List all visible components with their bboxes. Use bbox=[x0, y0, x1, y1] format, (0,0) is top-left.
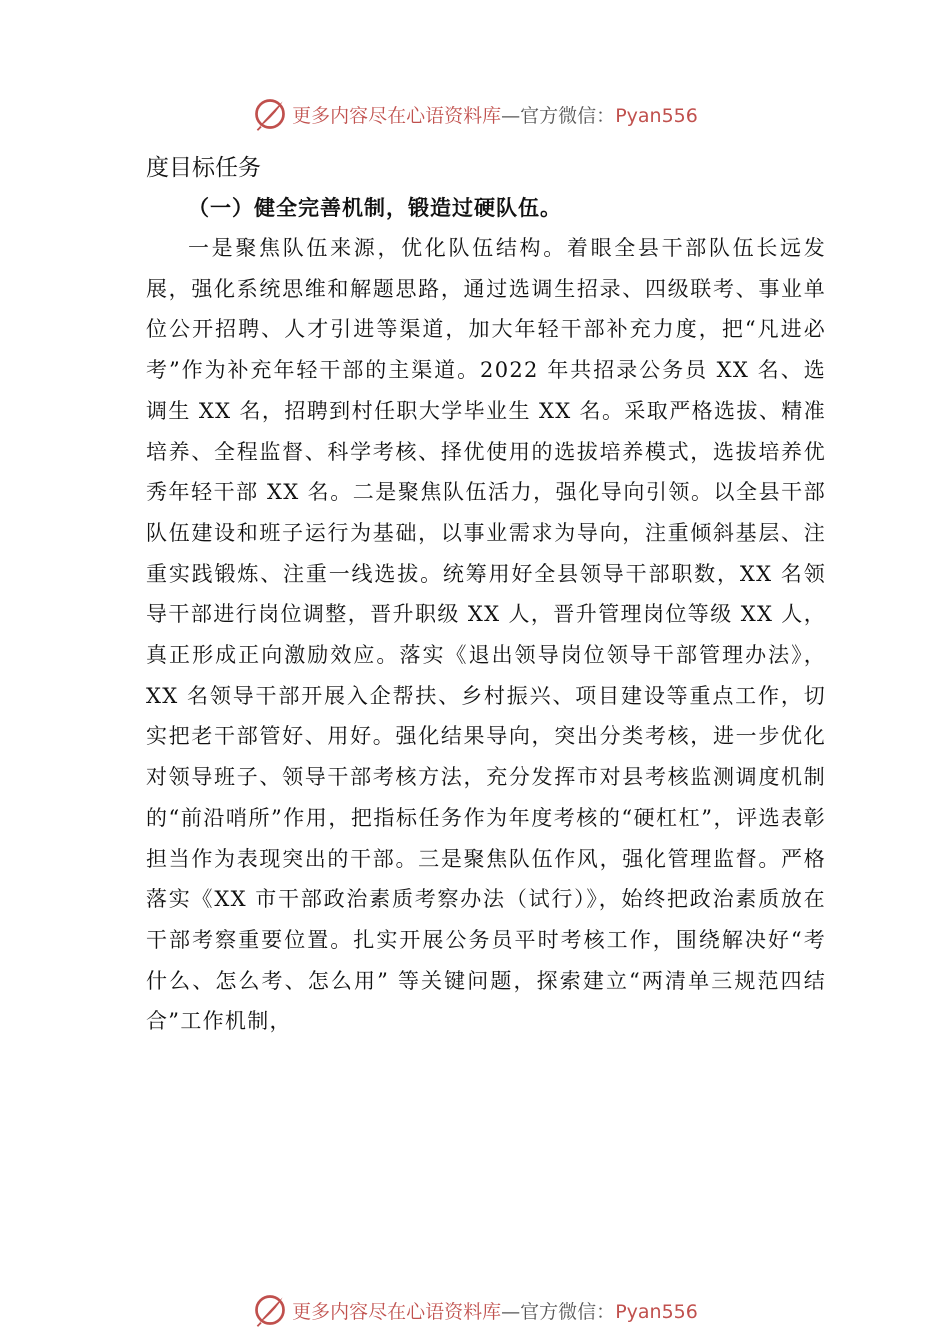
watermark-site-text: 更多内容尽在心语资料库 bbox=[292, 104, 502, 127]
watermark-wechat-id: Pyan556 bbox=[615, 104, 698, 127]
watermark-separator: — bbox=[501, 1300, 521, 1323]
body-paragraph: 一是聚焦队伍来源，优化队伍结构。着眼全县干部队伍长远发展，强化系统思维和解题思路，通过选调生招录、四级联考、事业单位公开招聘、人才引进等渠道，加大年轻干部补充力度，把“凡进必考”作为补充年轻干部的主渠道。2022 年共招录公务员 XX 名、选调生 XX 名，招聘到村任职大学毕业生 XX 名。采取严格选拔、精准培养、全程监督、科学考核、择优使用的选拔培养模式，选拔培养优秀年轻干部 XX 名。二是聚焦队伍活力，强化导向引领。以全县干部队伍建设和班子运行为基础，以事业需求为导向，注重倾斜基层、注重实践锻炼、注重一线选拔。统筹用好全县领导干部职数，XX 名领导干部进行岗位调整，晋升职级 XX 人，晋升管理岗位等级 XX 人，真正形成正向激励效应。落实《退出领导岗位领导干部管理办法》，XX 名领导干部开展入企帮扶、乡村振兴、项目建设等重点工作，切实把老干部管好、用好。强化结果导向，突出分类考核，进一步优化对领导班子、领导干部考核方法，充分发挥市对县考核监测调度机制的“前沿哨所”作用，把指标任务作为年度考核的“硬杠杠”，评选表彰担当作为表现突出的干部。三是聚焦队伍作风，强化管理监督。严格落实《XX 市干部政治素质考察办法（试行）》，始终把政治素质放在干部考察重要位置。扎实开展公务员平时考核工作，围绕解决好“考什么、怎么考、怎么用” 等关键问题，探索建立“两清单三规范四结合”工作机制， bbox=[146, 236, 826, 1034]
footer-watermark bbox=[0, 1290, 950, 1330]
document-body bbox=[146, 148, 826, 1042]
watermark-wechat-label: 官方微信： bbox=[520, 104, 616, 127]
quill-logo-icon bbox=[252, 1292, 288, 1328]
watermark-site-text: 更多内容尽在心语资料库 bbox=[292, 1300, 502, 1323]
quill-logo-icon bbox=[252, 96, 288, 132]
watermark-wechat-label: 官方微信： bbox=[520, 1300, 616, 1323]
watermark-wechat-id: Pyan556 bbox=[615, 1300, 698, 1323]
section-subheading: （一）健全完善机制，锻造过硬队伍。 bbox=[188, 196, 562, 220]
header-watermark bbox=[0, 94, 950, 134]
heading-continuation: 度目标任务 bbox=[146, 155, 261, 181]
watermark-text bbox=[292, 1297, 698, 1324]
watermark-text bbox=[292, 101, 698, 128]
watermark-separator: — bbox=[501, 104, 521, 127]
